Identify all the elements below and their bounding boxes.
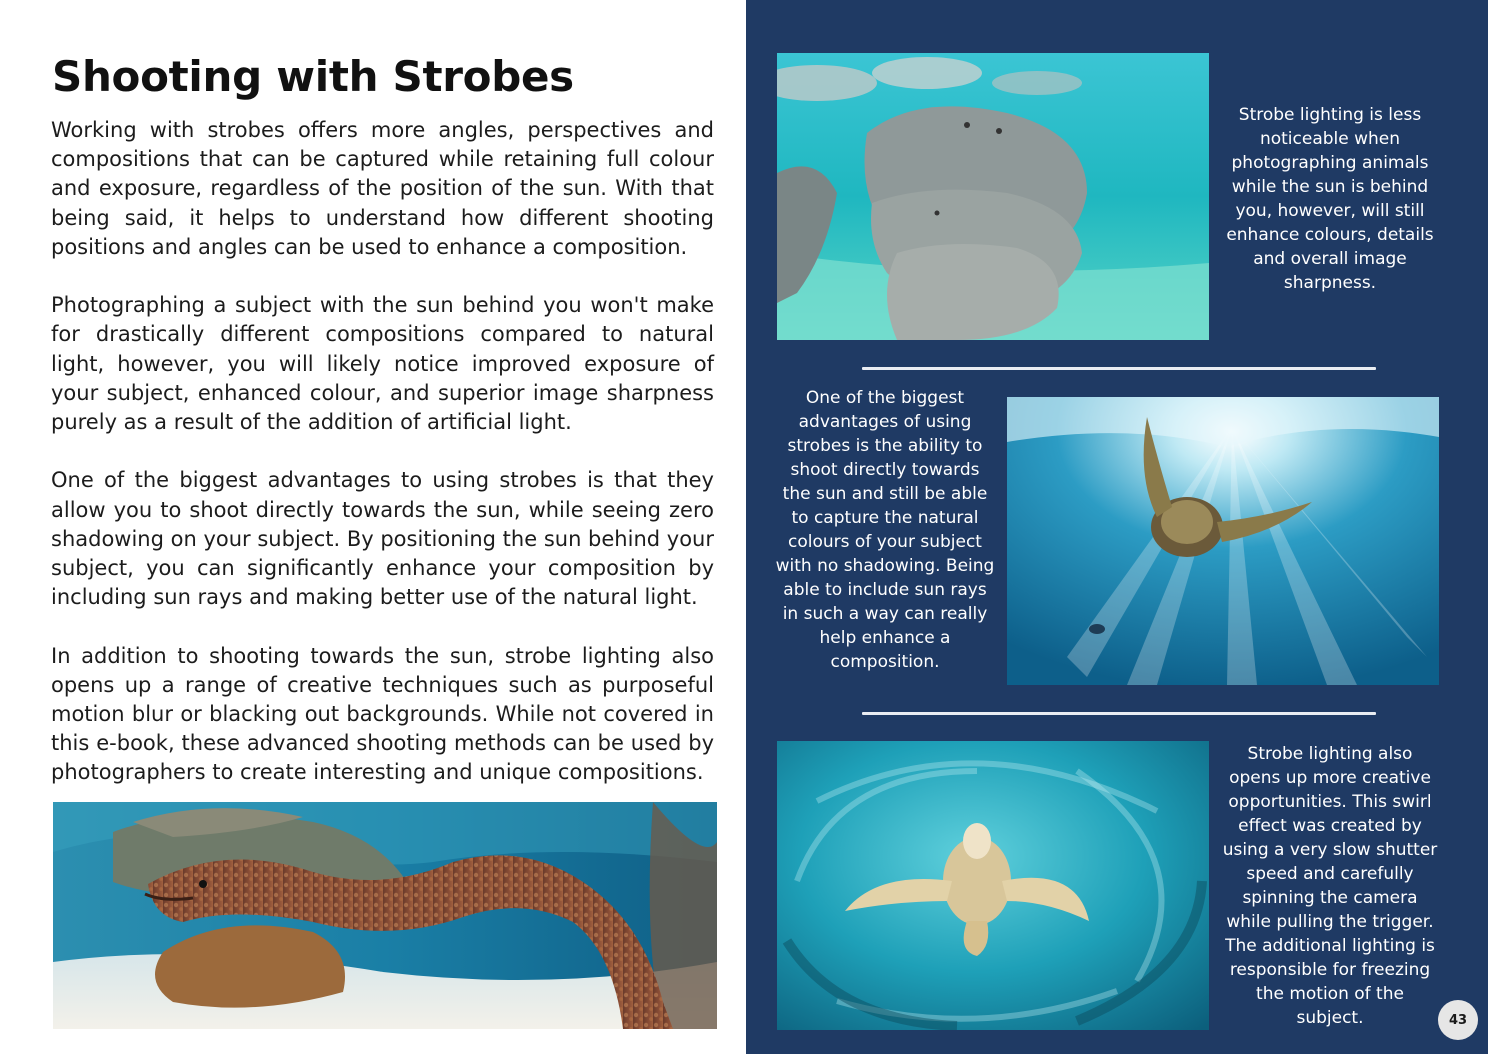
caption-turtle-sunrays: One of the biggest advantages of using strobes is the ability to shoot directly towards the sun and still be able to capture the natural colours of your subject with no shadowing. Being able to include sun rays in such a way can really help enhance a composition. [775,388,995,672]
paragraph: Photographing a subject with the sun behind you won't make for drastically different compositions compared to natural light, however, you will likely notice improved exposure of your subject, enhanced colour, and superior image sharpness purely as a result of the addition of artificial light. [51,293,714,435]
sea-turtle-sunrays-photo [1007,397,1439,685]
divider [862,712,1376,715]
paragraph: Working with strobes offers more angles, perspectives and compositions that can be captured while retaining full colour and exposure, regardless of the position of the sun. With that being said, it helps to understand how different shooting positions and angles can be used to enhance a composition. [51,118,714,259]
page-title: Shooting with Strobes [52,52,574,101]
body-text [51,116,714,788]
paragraph: One of the biggest advantages to using strobes is that they allow you to shoot directly towards the sun, while seeing zero shadowing on your subject. By positioning the sun behind your subject, you can significantly enhance your composition by including sun rays and making better use of the natural light. [51,468,714,610]
caption-turtle-swirl: Strobe lighting also opens up more creative opportunities. This swirl effect was created by using a very slow shutter speed and carefully spinning the camera while pulling the trigger. The additional lighting is responsible for freezing the motion of the subject. [1222,744,1438,1028]
paragraph: In addition to shooting towards the sun, strobe lighting also opens up a range of creative techniques such as purposeful motion blur or blacking out backgrounds. While not covered in this e-book, these advanced shooting methods can be used by photographers to create interesting and unique compositions. [51,643,714,785]
divider [862,367,1376,370]
caption-stingrays: Strobe lighting is less noticeable when photographing animals while the sun is behind you, however, will still enhance colours, details and overall image sharpness. [1226,105,1434,293]
sea-turtle-swirl-photo [777,741,1209,1030]
page-number-badge: 43 [1438,1000,1478,1040]
moray-eel-photo [53,802,717,1029]
stingrays-photo [777,53,1209,340]
